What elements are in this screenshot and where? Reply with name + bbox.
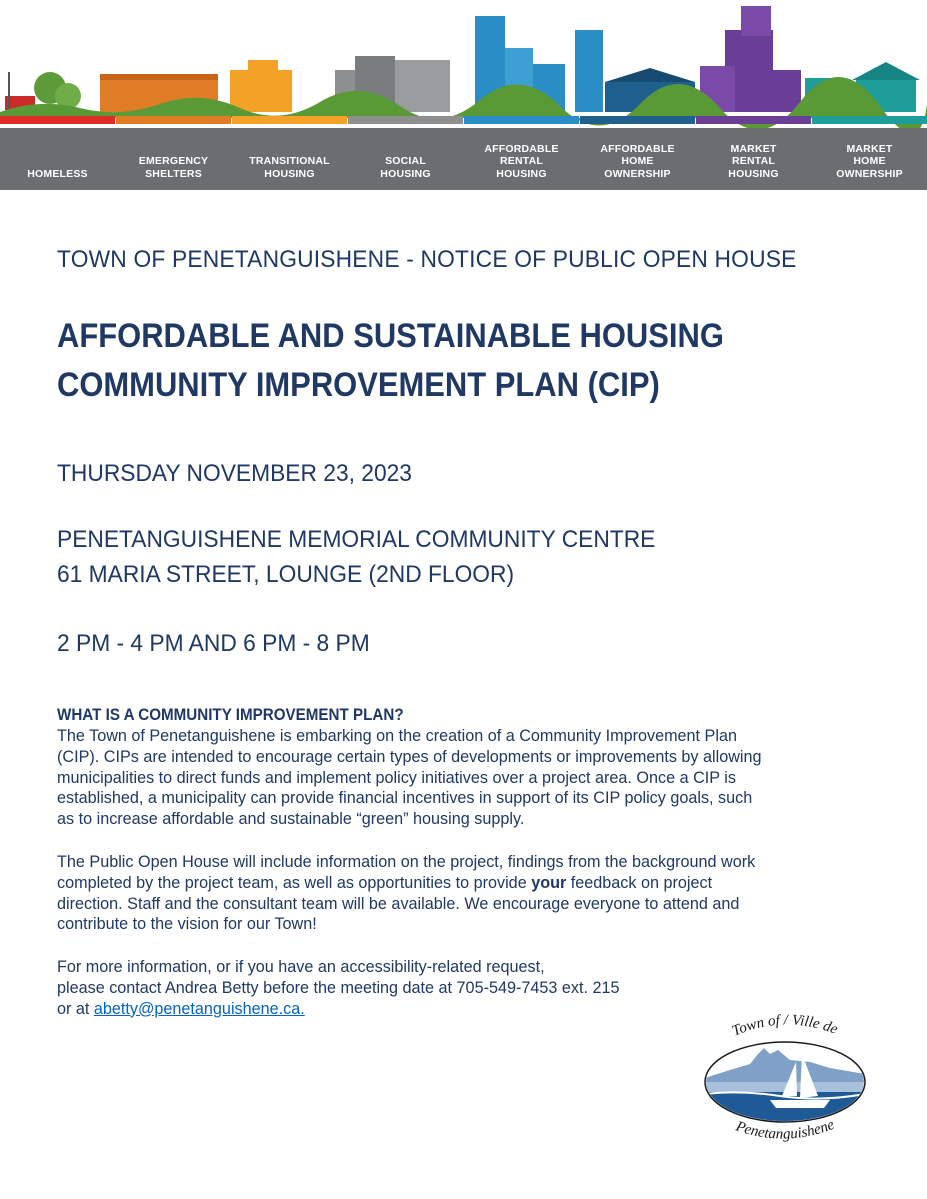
paragraph-line: contribute to the vision for our Town! xyxy=(57,915,317,934)
paragraph-line: (CIP). CIPs are intended to encourage certain types of developments or improvements by allowing xyxy=(57,747,762,766)
paragraph-line: completed by the project team, as well as opportunities to provide your feedback on project xyxy=(57,873,713,892)
page-title xyxy=(57,312,724,410)
paragraph-line: please contact Andrea Betty before the meeting date at 705-549-7453 ext. 215 xyxy=(57,978,620,997)
event-date: THURSDAY NOVEMBER 23, 2023 xyxy=(57,460,412,487)
category-market-rental-housing: MARKET RENTAL HOUSING xyxy=(728,142,779,180)
paragraph-line: The Town of Penetanguishene is embarking on the creation of a Community Improvement Plan xyxy=(57,727,737,745)
category-homeless: HOMELESS xyxy=(27,167,88,180)
category-emergency-shelters: EMERGENCY SHELTERS xyxy=(138,155,209,180)
category-affordable-rental-housing: AFFORDABLE RENTAL HOUSING xyxy=(484,142,559,180)
event-venue: PENETANGUISHENE MEMORIAL COMMUNITY CENTRE xyxy=(57,526,656,553)
paragraph-line: municipalities to direct funds and implement policy initiatives over a project area. Once a CIP is xyxy=(57,768,736,787)
event-times: 2 PM - 4 PM AND 6 PM - 8 PM xyxy=(57,630,370,657)
email-link[interactable]: abetty@penetanguishene.ca. xyxy=(93,999,305,1018)
category-social-housing: SOCIAL HOUSING xyxy=(380,155,431,180)
title-line-1: AFFORDABLE AND SUSTAINABLE HOUSING xyxy=(57,317,724,355)
paragraph-line: For more information, or if you have an accessibility-related request, xyxy=(57,958,545,976)
svg-text:Penetanguishene: Penetanguishene xyxy=(733,1116,837,1143)
event-location xyxy=(57,522,655,592)
category-market-home-ownership: MARKET HOME OWNERSHIP xyxy=(836,142,903,180)
paragraph-open-house xyxy=(57,852,857,935)
paragraph-line: as to increase affordable and sustainable “green” housing supply. xyxy=(57,810,525,829)
event-address: 61 MARIA STREET, LOUNGE (2ND FLOOR) xyxy=(57,561,515,588)
paragraph-intro xyxy=(57,726,857,830)
town-logo xyxy=(700,1010,870,1150)
section-heading: WHAT IS A COMMUNITY IMPROVEMENT PLAN? xyxy=(57,706,404,724)
category-affordable-home-ownership: AFFORDABLE HOME OWNERSHIP xyxy=(600,142,675,180)
svg-text:Town of / Ville de: Town of / Ville de xyxy=(729,1012,840,1040)
notice-heading: TOWN OF PENETANGUISHENE - NOTICE OF PUBLIC OPEN HOUSE xyxy=(57,246,797,273)
category-transitional-housing: TRANSITIONAL HOUSING xyxy=(249,155,330,180)
emphasis-your: your xyxy=(531,873,567,892)
title-line-2: COMMUNITY IMPROVEMENT PLAN (CIP) xyxy=(57,366,660,404)
paragraph-line: or at abetty@penetanguishene.ca. xyxy=(57,999,305,1018)
paragraph-line: The Public Open House will include information on the project, findings from the background work xyxy=(57,853,756,871)
paragraph-line: direction. Staff and the consultant team will be available. We encourage everyone to attend and xyxy=(57,894,740,913)
paragraph-line: established, a municipality can provide financial incentives in support of its CIP policy goals, such xyxy=(57,789,753,808)
skyline-illustration xyxy=(0,6,927,134)
